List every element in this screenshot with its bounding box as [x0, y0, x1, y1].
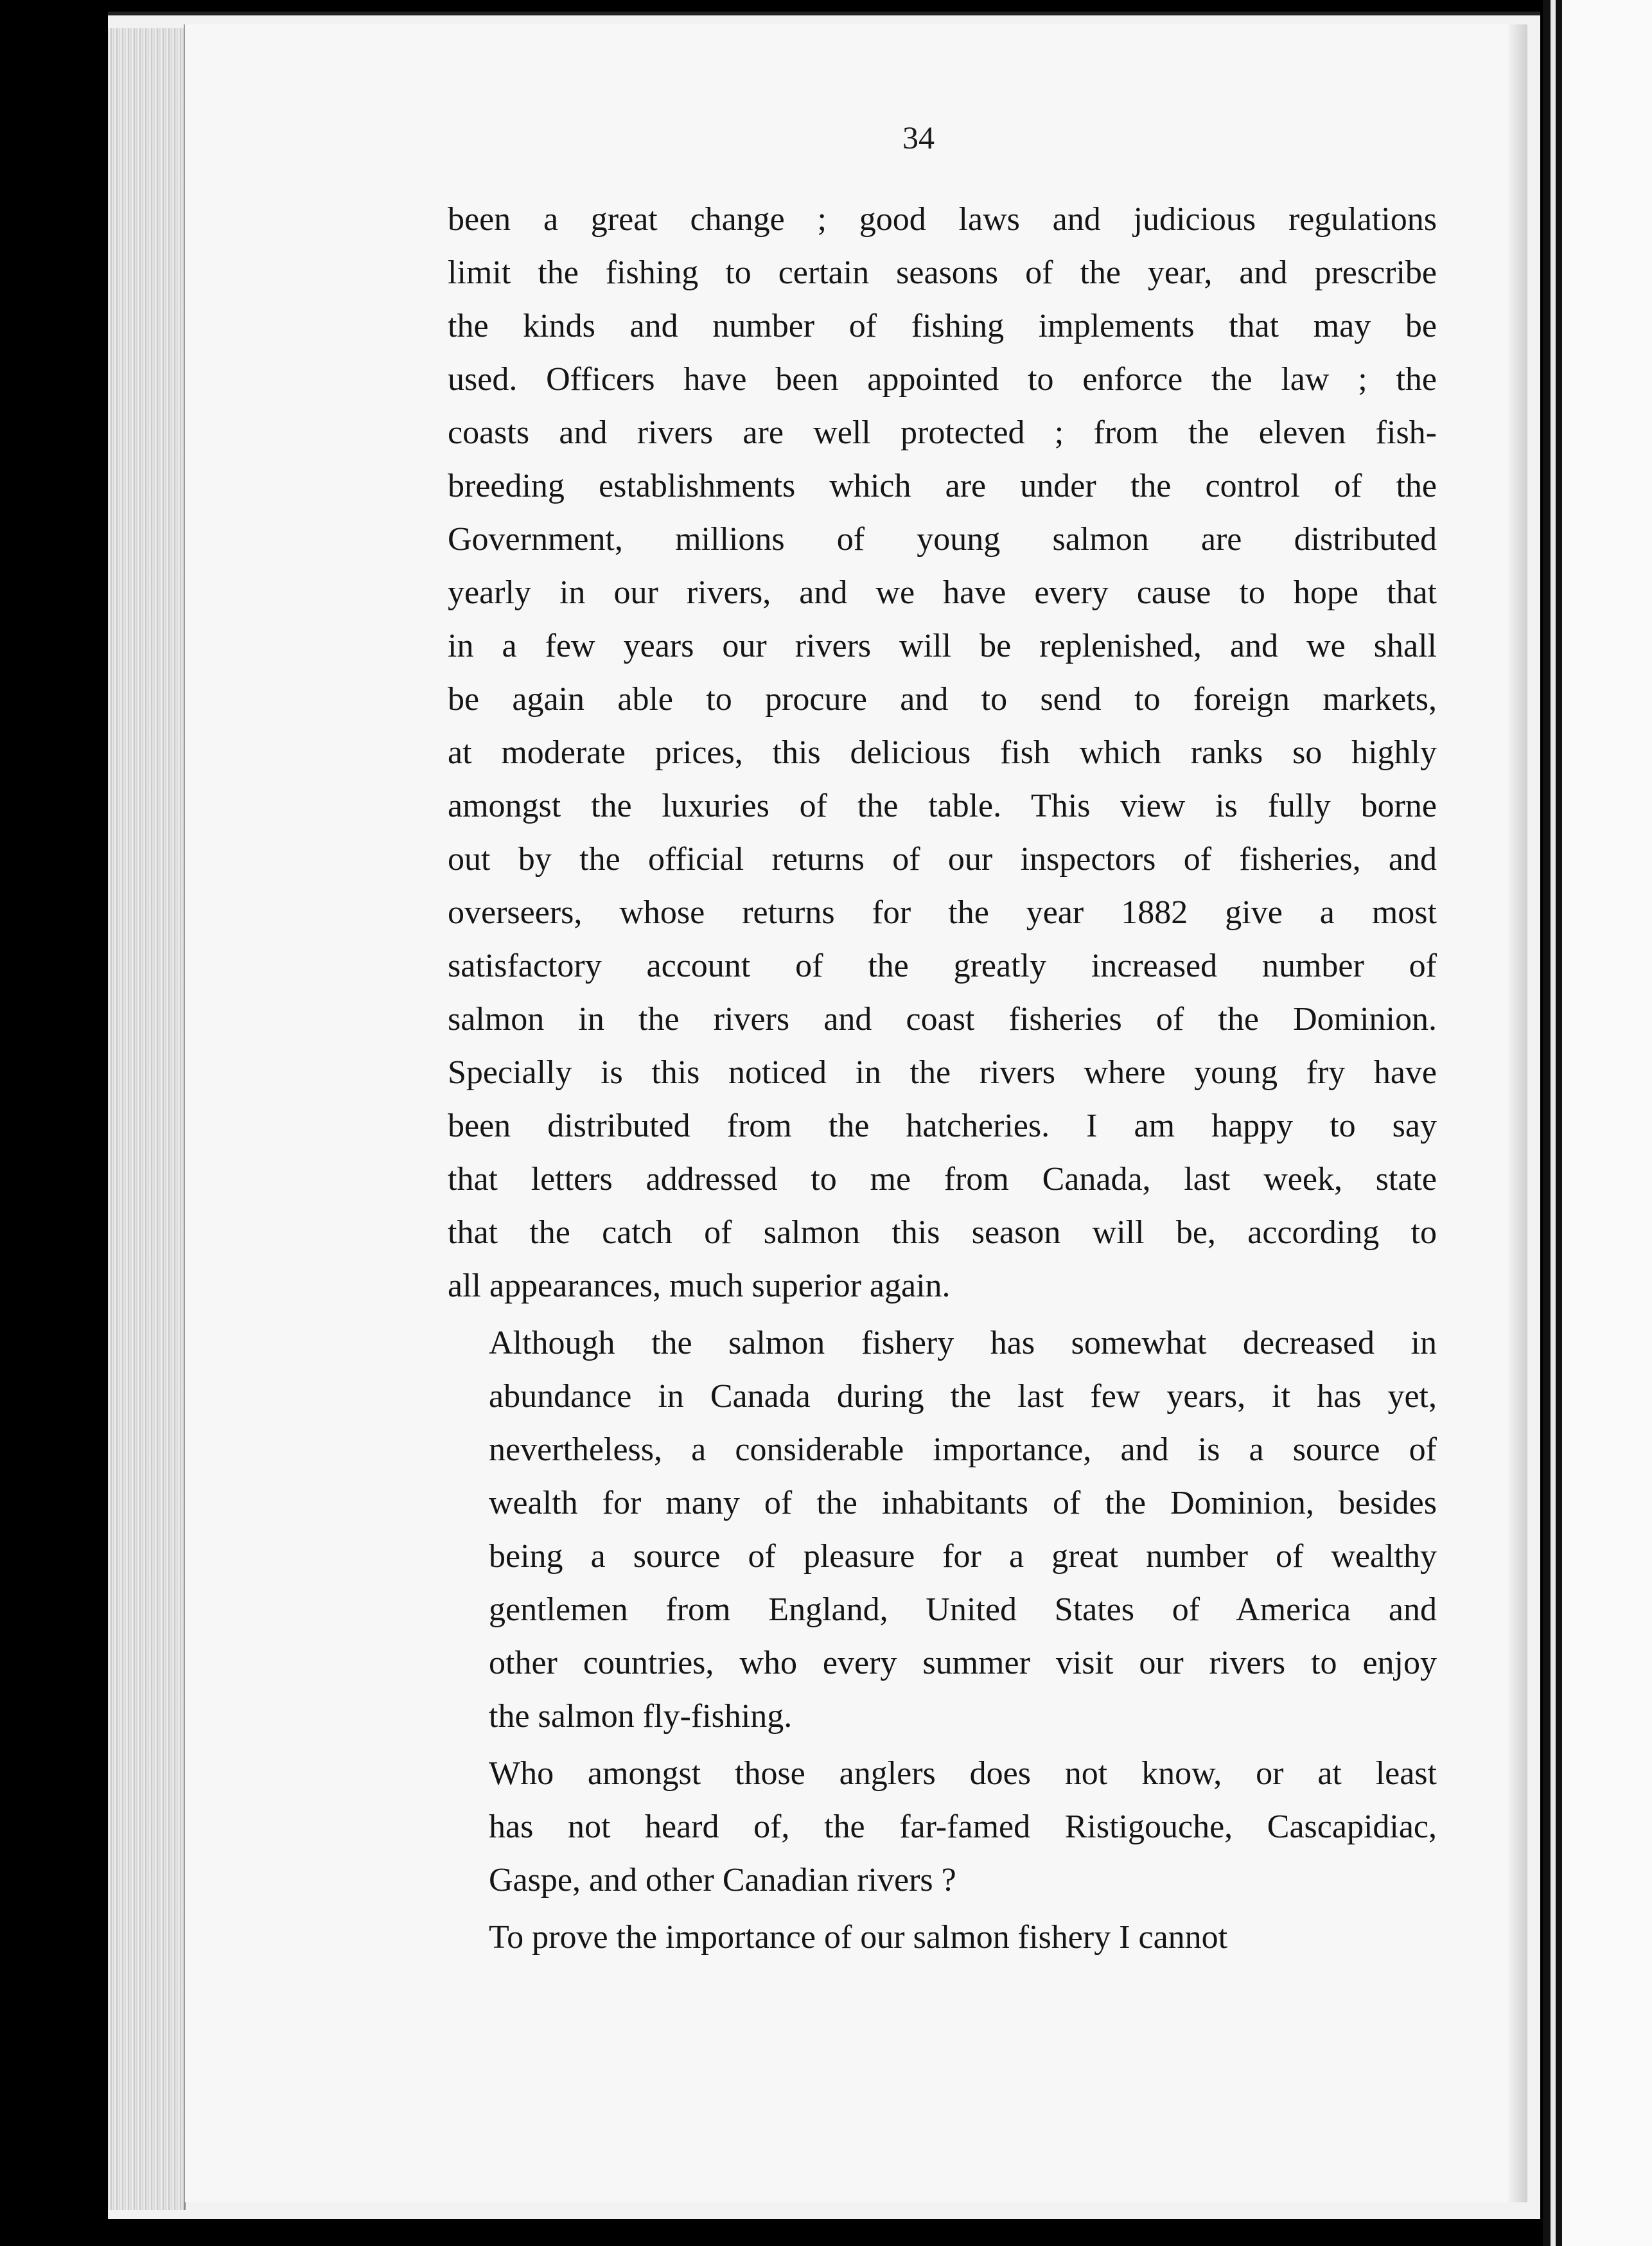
text-line: abundance in Canada during the last few years, it has yet,: [489, 1378, 1437, 1415]
text-line: wealth for many of the inhabitants of the Dominion, besides: [489, 1485, 1437, 1521]
text-line: To prove the importance of our salmon fishery I cannot: [489, 1919, 1228, 1956]
paragraph: [448, 1316, 1437, 1743]
text-line: the salmon fly-fishing.: [489, 1698, 793, 1735]
text-line: nevertheless, a considerable importance, and is a source of: [489, 1431, 1437, 1468]
text-line: has not heard of, the far-famed Ristigouche, Cascapidiac,: [489, 1808, 1437, 1845]
text-line: that letters addressed to me from Canada, last week, state: [448, 1161, 1437, 1198]
text-line: Gaspe, and other Canadian rivers ?: [489, 1862, 956, 1898]
text-line: other countries, who every summer visit our rivers to enjoy: [489, 1645, 1437, 1681]
body-text: [448, 193, 1437, 1964]
text-line: salmon in the rivers and coast fisheries of the Dominion.: [448, 1001, 1437, 1038]
text-line: Who amongst those anglers does not know, or at least: [489, 1755, 1437, 1792]
text-line: all appearances, much superior again.: [448, 1268, 951, 1304]
spine-shadow: [1508, 24, 1527, 2202]
facing-page-sliver: [1543, 0, 1652, 2246]
page-number: 34: [902, 119, 935, 155]
text-line: in a few years our rivers will be replenished, and we shall: [448, 628, 1437, 664]
text-line: out by the official returns of our inspectors of fisheries, and: [448, 841, 1437, 878]
text-line: the kinds and number of fishing implements that may be: [448, 308, 1437, 344]
text-line: that the catch of salmon this season will be, according to: [448, 1214, 1437, 1251]
text-line: at moderate prices, this delicious fish which ranks so highly: [448, 734, 1437, 771]
text-line: used. Officers have been appointed to enforce the law ; the: [448, 361, 1437, 398]
text-line: breeding establishments which are under the control of the: [448, 468, 1437, 504]
text-line: gentlemen from England, United States of America and: [489, 1591, 1437, 1628]
text-line: overseers, whose returns for the year 1882 give a most: [448, 894, 1437, 931]
paragraph: [448, 1747, 1437, 1907]
text-line: amongst the luxuries of the table. This view is fully borne: [448, 788, 1437, 824]
paragraph: [448, 193, 1437, 1313]
text-line: being a source of pleasure for a great number of wealthy: [489, 1538, 1437, 1575]
text-line: coasts and rivers are well protected ; from the eleven fish-: [448, 414, 1437, 451]
text-line: yearly in our rivers, and we have every cause to hope that: [448, 574, 1437, 611]
text-line: satisfactory account of the greatly increased number of: [448, 948, 1437, 984]
text-line: be again able to procure and to send to foreign markets,: [448, 681, 1437, 718]
page-edge-stack: [108, 28, 186, 2210]
text-line: Government, millions of young salmon are distributed: [448, 521, 1437, 558]
text-line: Specially is this noticed in the rivers where young fry have: [448, 1054, 1437, 1091]
text-line: been distributed from the hatcheries. I am happy to say: [448, 1108, 1437, 1144]
text-line: limit the fishing to certain seasons of the year, and prescribe: [448, 254, 1437, 291]
text-line: been a great change ; good laws and judicious regulations: [448, 201, 1437, 238]
text-line: Although the salmon fishery has somewhat decreased in: [489, 1325, 1437, 1361]
paragraph: [448, 1911, 1437, 1964]
